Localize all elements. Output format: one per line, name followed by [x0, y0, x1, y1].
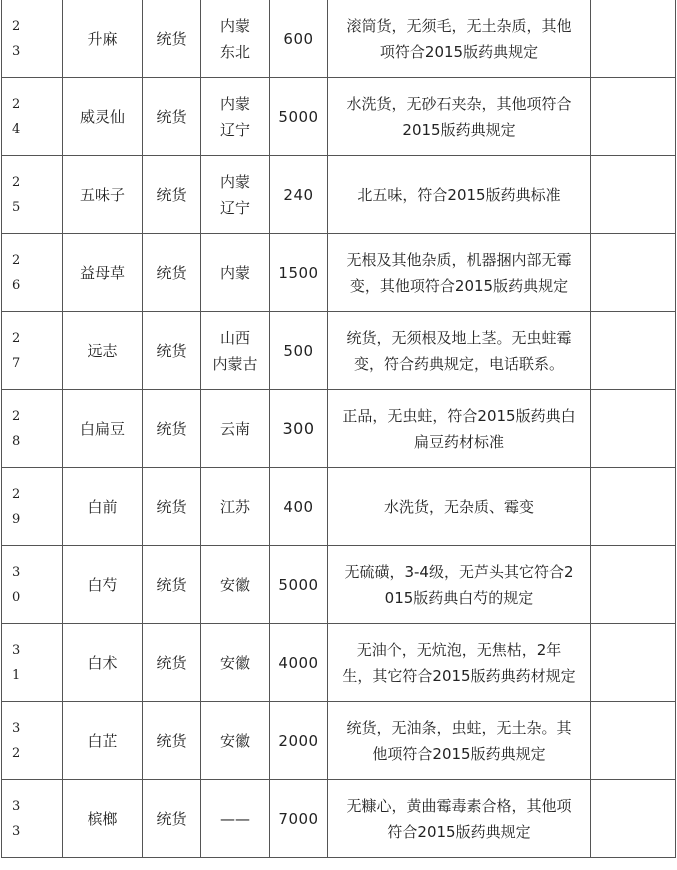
origin-line: 安徽 [219, 731, 250, 750]
origin-line: 辽宁 [219, 120, 250, 139]
quantity-cell: 2000 [270, 702, 328, 780]
origin-cell [201, 780, 270, 858]
table-row [2, 546, 676, 624]
quantity-cell: 5000 [270, 78, 328, 156]
origin-line: 辽宁 [219, 198, 250, 217]
remarks-cell [591, 312, 676, 390]
herb-name-cell: 白术 [63, 624, 143, 702]
remarks-cell [591, 234, 676, 312]
grade-cell: 统货 [143, 624, 201, 702]
origin-line: 内蒙古 [212, 354, 258, 373]
origin-cell [201, 702, 270, 780]
herb-name-cell: 槟榔 [63, 780, 143, 858]
origin-line: 安徽 [219, 653, 250, 672]
remarks-cell [591, 780, 676, 858]
row-number-digit: 2 [12, 96, 21, 112]
row-number-cell [2, 546, 63, 624]
remarks-cell [591, 390, 676, 468]
quality-standard-cell [328, 0, 591, 78]
table-body [2, 0, 676, 858]
origin-line: 内蒙 [219, 16, 250, 35]
row-number-digit: 3 [12, 720, 21, 736]
origin-line: 东北 [219, 42, 250, 61]
quantity-cell: 240 [270, 156, 328, 234]
origin-cell [201, 78, 270, 156]
row-number-cell [2, 702, 63, 780]
standard-line: 生，其它符合2015版药典药材规定 [342, 666, 576, 685]
row-number-digit: 3 [12, 642, 21, 658]
row-number-digit: 2 [12, 408, 21, 424]
quality-standard-cell [328, 234, 591, 312]
grade-cell: 统货 [143, 0, 201, 78]
quantity-cell: 500 [270, 312, 328, 390]
quality-standard-cell [328, 780, 591, 858]
remarks-cell [591, 78, 676, 156]
remarks-cell [591, 702, 676, 780]
standard-line: 符合2015版药典规定 [387, 822, 531, 841]
row-number-digit: 5 [12, 199, 21, 215]
standard-line: 正品，无虫蛀，符合2015版药典白 [342, 406, 576, 425]
row-number-cell [2, 0, 63, 78]
quantity-cell: 4000 [270, 624, 328, 702]
row-number-digit: 9 [12, 511, 21, 527]
origin-line: —— [220, 809, 250, 828]
standard-line: 滚筒货，无须毛，无土杂质，其他 [346, 16, 572, 35]
row-number-digit: 2 [12, 18, 21, 34]
quality-standard-cell [328, 312, 591, 390]
origin-line: 内蒙 [219, 172, 250, 191]
origin-cell [201, 234, 270, 312]
table-row [2, 780, 676, 858]
quantity-cell: 5000 [270, 546, 328, 624]
origin-cell [201, 0, 270, 78]
row-number-digit: 1 [12, 667, 21, 683]
origin-line: 安徽 [219, 575, 250, 594]
table-row [2, 234, 676, 312]
origin-cell [201, 312, 270, 390]
grade-cell: 统货 [143, 468, 201, 546]
origin-cell [201, 624, 270, 702]
herb-name-cell: 白芍 [63, 546, 143, 624]
quantity-cell: 600 [270, 0, 328, 78]
row-number-digit: 3 [12, 798, 21, 814]
grade-cell: 统货 [143, 234, 201, 312]
quantity-cell: 7000 [270, 780, 328, 858]
table-row [2, 624, 676, 702]
origin-line: 山西 [219, 328, 250, 347]
quantity-cell: 1500 [270, 234, 328, 312]
herb-name-cell: 升麻 [63, 0, 143, 78]
table-row [2, 468, 676, 546]
row-number-digit: 2 [12, 252, 21, 268]
standard-line: 2015版药典规定 [402, 120, 516, 139]
quality-standard-cell [328, 702, 591, 780]
row-number-digit: 2 [12, 174, 21, 190]
grade-cell: 统货 [143, 546, 201, 624]
row-number-cell [2, 312, 63, 390]
herb-name-cell: 威灵仙 [63, 78, 143, 156]
herb-name-cell: 益母草 [63, 234, 143, 312]
grade-cell: 统货 [143, 78, 201, 156]
grade-cell: 统货 [143, 702, 201, 780]
quality-standard-cell [328, 390, 591, 468]
row-number-cell [2, 234, 63, 312]
remarks-cell [591, 546, 676, 624]
standard-line: 015版药典白芍的规定 [384, 588, 534, 607]
remarks-cell [591, 624, 676, 702]
table-row [2, 390, 676, 468]
row-number-digit: 2 [12, 330, 21, 346]
standard-line: 无硫磺，3-4级，无芦头其它符合2 [344, 562, 574, 581]
quality-standard-cell [328, 468, 591, 546]
row-number-digit: 2 [12, 486, 21, 502]
standard-line: 变，符合药典规定，电话联系。 [353, 354, 564, 373]
row-number-cell [2, 78, 63, 156]
row-number-cell [2, 390, 63, 468]
standard-line: 无油个，无炕泡，无焦枯，2年 [356, 640, 562, 659]
quality-standard-cell [328, 156, 591, 234]
origin-line: 内蒙 [219, 94, 250, 113]
row-number-cell [2, 156, 63, 234]
herb-name-cell: 远志 [63, 312, 143, 390]
table-row [2, 156, 676, 234]
quality-standard-cell [328, 546, 591, 624]
table-row [2, 702, 676, 780]
row-number-cell [2, 624, 63, 702]
row-number-digit: 8 [12, 433, 21, 449]
row-number-digit: 3 [12, 823, 21, 839]
origin-line: 云南 [219, 419, 250, 438]
remarks-cell [591, 156, 676, 234]
origin-cell [201, 468, 270, 546]
grade-cell: 统货 [143, 390, 201, 468]
row-number-digit: 4 [12, 121, 21, 137]
herb-name-cell: 白前 [63, 468, 143, 546]
herb-spec-table [1, 0, 676, 858]
grade-cell: 统货 [143, 312, 201, 390]
standard-line: 统货，无须根及地上茎。无虫蛀霉 [346, 328, 572, 347]
row-number-digit: 6 [12, 277, 21, 293]
herb-name-cell: 五味子 [63, 156, 143, 234]
standard-line: 无根及其他杂质，机器捆内部无霉 [346, 250, 572, 269]
quantity-cell: 400 [270, 468, 328, 546]
quality-standard-cell [328, 624, 591, 702]
table-row [2, 78, 676, 156]
row-number-cell [2, 468, 63, 546]
remarks-cell [591, 468, 676, 546]
origin-line: 江苏 [219, 497, 250, 516]
table-row [2, 312, 676, 390]
row-number-digit: 2 [12, 745, 21, 761]
quality-standard-cell [328, 78, 591, 156]
standard-line: 水洗货，无杂质、霉变 [383, 497, 534, 516]
standard-line: 水洗货，无砂石夹杂，其他项符合 [346, 94, 572, 113]
grade-cell: 统货 [143, 156, 201, 234]
row-number-digit: 3 [12, 43, 21, 59]
origin-cell [201, 546, 270, 624]
herb-name-cell: 白芷 [63, 702, 143, 780]
standard-line: 扁豆药材标准 [413, 432, 504, 451]
standard-line: 北五味，符合2015版药典标准 [357, 185, 561, 204]
standard-line: 项符合2015版药典规定 [379, 42, 539, 61]
remarks-cell [591, 0, 676, 78]
quantity-cell: 300 [270, 390, 328, 468]
table-row [2, 0, 676, 78]
grade-cell: 统货 [143, 780, 201, 858]
standard-line: 变，其他项符合2015版药典规定 [349, 276, 569, 295]
standard-line: 统货，无油条，虫蛀，无土杂。其 [346, 718, 572, 737]
standard-line: 他项符合2015版药典规定 [372, 744, 546, 763]
row-number-digit: 0 [12, 589, 21, 605]
row-number-digit: 7 [12, 355, 21, 371]
standard-line: 无糠心，黄曲霉毒素合格，其他项 [346, 796, 572, 815]
herb-name-cell: 白扁豆 [63, 390, 143, 468]
origin-cell [201, 390, 270, 468]
row-number-cell [2, 780, 63, 858]
origin-cell [201, 156, 270, 234]
row-number-digit: 3 [12, 564, 21, 580]
origin-line: 内蒙 [219, 263, 250, 282]
